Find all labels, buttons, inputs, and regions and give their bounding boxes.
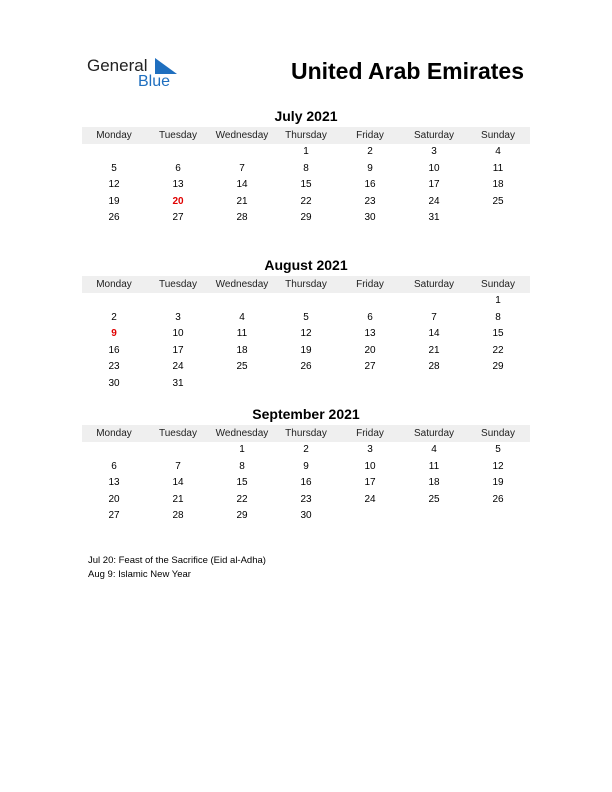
day-cell (402, 293, 466, 310)
weekday-label: Friday (356, 130, 384, 141)
day-cell: 10 (364, 460, 376, 472)
weekday-label: Sunday (481, 130, 515, 141)
day-cell: 5 (111, 162, 117, 174)
day-cell: 10 (428, 162, 440, 174)
week-row (82, 459, 530, 476)
weekday-label: Thursday (285, 130, 327, 141)
day-cell (466, 210, 530, 227)
day-cell: 14 (236, 179, 248, 190)
day-cell: 15 (236, 477, 248, 488)
month-july (82, 107, 530, 227)
week-row (82, 161, 530, 178)
day-cell (146, 144, 210, 161)
day-cell: 21 (236, 195, 248, 207)
day-cell: 18 (492, 179, 504, 190)
day-cell (146, 442, 210, 459)
day-cell: 7 (239, 162, 245, 174)
day-cell: 2 (303, 444, 309, 455)
day-cell (338, 293, 402, 310)
day-cell: 5 (303, 311, 309, 323)
day-cell: 27 (172, 212, 184, 223)
weekday-label: Thursday (285, 428, 327, 439)
day-cell: 16 (364, 179, 376, 190)
day-cell: 28 (428, 361, 440, 372)
day-cell: 18 (236, 344, 248, 356)
day-cell: 3 (175, 311, 181, 323)
day-cell: 13 (108, 477, 120, 488)
day-cell: 29 (236, 510, 248, 521)
day-cell: 13 (364, 328, 376, 339)
day-cell (402, 376, 466, 393)
day-cell: 20 (172, 195, 184, 207)
day-cell (146, 293, 210, 310)
day-cell (338, 508, 402, 525)
day-cell (274, 293, 338, 310)
day-cell: 4 (431, 444, 437, 455)
day-cell: 11 (492, 162, 504, 174)
day-cell: 14 (172, 477, 184, 488)
day-cell (82, 144, 146, 161)
day-cell: 20 (364, 344, 376, 356)
day-cell: 19 (108, 195, 120, 207)
day-cell: 7 (431, 311, 437, 323)
month-title: August 2021 (264, 257, 348, 273)
day-cell: 19 (300, 344, 312, 356)
day-cell: 5 (495, 444, 501, 455)
weekday-label: Sunday (481, 279, 515, 290)
day-cell: 29 (492, 361, 504, 372)
week-row (82, 194, 530, 211)
week-row (82, 326, 530, 343)
day-cell: 13 (172, 179, 184, 190)
weekday-header-row (82, 127, 530, 144)
day-cell: 26 (300, 361, 312, 372)
weekday-label: Wednesday (215, 428, 269, 439)
weekday-label: Thursday (285, 279, 327, 290)
week-row (82, 343, 530, 360)
day-cell: 24 (364, 493, 376, 505)
day-cell: 22 (300, 195, 312, 207)
day-cell (402, 508, 466, 525)
day-cell: 2 (367, 146, 373, 157)
day-cell: 23 (364, 195, 376, 207)
day-cell: 11 (236, 328, 248, 339)
day-cell: 8 (239, 460, 245, 472)
month-title: September 2021 (252, 406, 360, 422)
day-cell: 14 (428, 328, 440, 339)
day-cell: 26 (492, 493, 504, 505)
day-cell: 9 (303, 460, 309, 472)
weekday-label: Monday (96, 130, 132, 141)
weekday-label: Monday (96, 428, 132, 439)
weekday-label: Tuesday (159, 279, 197, 290)
day-cell (338, 376, 402, 393)
week-row (82, 210, 530, 227)
day-cell (210, 376, 274, 393)
weekday-label: Tuesday (159, 428, 197, 439)
day-cell: 28 (172, 510, 184, 521)
day-cell: 12 (492, 460, 504, 472)
day-cell (466, 508, 530, 525)
day-cell (274, 376, 338, 393)
day-cell (82, 442, 146, 459)
day-cell: 17 (364, 477, 376, 488)
weekday-label: Saturday (413, 279, 455, 290)
day-cell: 3 (367, 444, 373, 455)
holiday-note: Jul 20: Feast of the Sacrifice (Eid al-Adha) (88, 555, 266, 566)
weekday-label: Tuesday (159, 130, 197, 141)
day-cell: 12 (300, 328, 312, 339)
day-cell (82, 293, 146, 310)
day-cell (210, 293, 274, 310)
week-row (82, 442, 530, 459)
day-cell: 1 (495, 295, 501, 306)
holiday-notes (88, 554, 266, 582)
day-cell: 29 (300, 212, 312, 223)
week-row (82, 310, 530, 327)
day-cell: 8 (303, 162, 309, 174)
day-cell: 31 (428, 212, 440, 223)
day-cell: 6 (367, 311, 373, 323)
day-cell: 27 (108, 510, 120, 521)
day-cell: 24 (428, 195, 440, 207)
month-september (82, 405, 530, 525)
day-cell: 11 (428, 460, 440, 472)
day-cell: 19 (492, 477, 504, 488)
week-row (82, 144, 530, 161)
day-cell: 16 (300, 477, 312, 488)
day-cell: 26 (108, 212, 120, 223)
week-row (82, 492, 530, 509)
day-cell: 15 (300, 179, 312, 190)
day-cell: 15 (492, 328, 504, 339)
weekday-label: Friday (356, 279, 384, 290)
day-cell: 17 (172, 344, 184, 356)
day-cell: 6 (111, 460, 117, 472)
day-cell (210, 144, 274, 161)
day-cell: 9 (111, 328, 117, 339)
generalblue-logo (87, 56, 197, 92)
day-cell: 1 (239, 444, 245, 455)
day-cell: 4 (239, 311, 245, 323)
weekday-label: Monday (96, 279, 132, 290)
day-cell: 18 (428, 477, 440, 488)
day-cell: 25 (492, 195, 504, 207)
week-row (82, 293, 530, 310)
weekday-label: Friday (356, 428, 384, 439)
day-cell: 23 (300, 493, 312, 505)
logo-blue-text: Blue (138, 73, 171, 90)
day-cell (466, 376, 530, 393)
weekday-label: Wednesday (215, 279, 269, 290)
day-cell: 8 (495, 311, 501, 323)
weekday-label: Saturday (413, 130, 455, 141)
weekday-header-row (82, 425, 530, 442)
week-row (82, 177, 530, 194)
logo-general-text: General (87, 56, 148, 75)
day-cell: 7 (175, 460, 181, 472)
day-cell: 23 (108, 361, 120, 372)
day-cell: 31 (172, 377, 184, 389)
day-cell: 4 (495, 146, 501, 157)
weekday-label: Wednesday (215, 130, 269, 141)
day-cell: 2 (111, 311, 117, 323)
day-cell: 3 (431, 146, 437, 157)
day-cell: 21 (172, 493, 184, 505)
day-cell: 20 (108, 493, 120, 505)
day-cell: 30 (364, 212, 376, 223)
day-cell: 24 (172, 361, 184, 372)
day-cell: 1 (303, 146, 309, 157)
weekday-label: Sunday (481, 428, 515, 439)
day-cell: 30 (108, 377, 120, 389)
day-cell: 25 (236, 361, 248, 372)
day-cell: 21 (428, 344, 440, 356)
day-cell: 25 (428, 493, 440, 505)
day-cell: 9 (367, 162, 373, 174)
country-title: United Arab Emirates (290, 58, 524, 84)
week-row (82, 376, 530, 393)
month-title: July 2021 (274, 108, 338, 124)
day-cell: 10 (172, 328, 184, 339)
weekday-label: Saturday (413, 428, 455, 439)
day-cell: 12 (108, 179, 120, 190)
day-cell: 22 (492, 344, 504, 356)
day-cell: 28 (236, 212, 248, 223)
holiday-note: Aug 9: Islamic New Year (88, 569, 191, 580)
weekday-header-row (82, 276, 530, 293)
day-cell: 30 (300, 510, 312, 521)
day-cell: 16 (108, 344, 120, 356)
week-row (82, 359, 530, 376)
day-cell: 27 (364, 361, 376, 372)
day-cell: 22 (236, 493, 248, 505)
day-cell: 17 (428, 179, 440, 190)
day-cell: 6 (175, 162, 181, 174)
month-august (82, 256, 530, 392)
week-row (82, 475, 530, 492)
week-row (82, 508, 530, 525)
